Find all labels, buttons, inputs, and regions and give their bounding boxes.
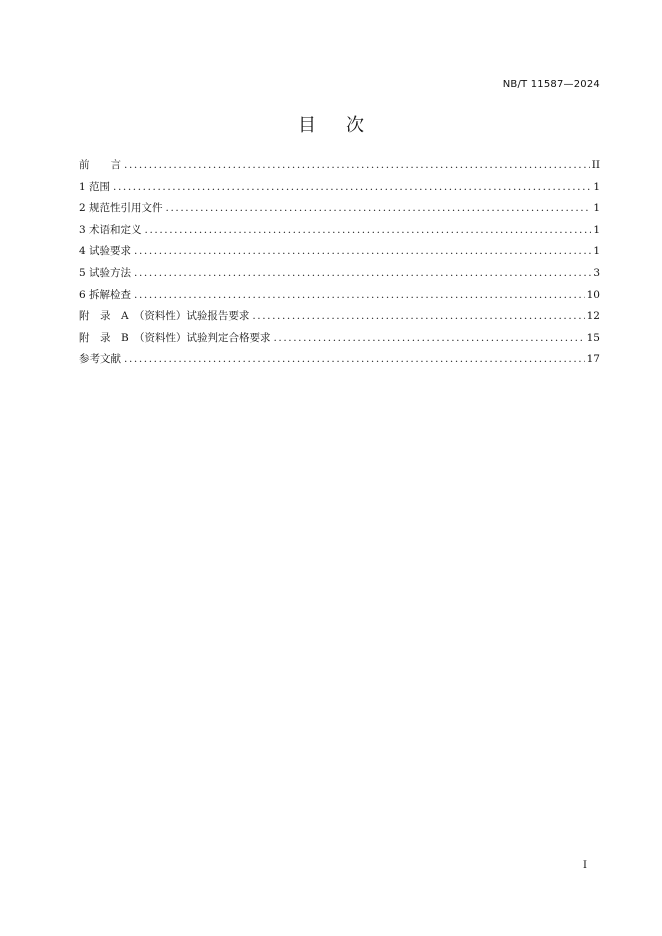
toc-entry-label: 前 言 (79, 159, 121, 171)
toc-entry-normative-references[interactable] (79, 200, 600, 222)
toc-entry-appendix-b[interactable] (79, 330, 600, 352)
toc-leader-dots (113, 181, 591, 193)
toc-entry-page: 1 (593, 223, 600, 236)
toc-entry-label: 6 拆解检查 (79, 288, 132, 301)
toc-entry-test-requirements[interactable] (79, 243, 600, 265)
toc-leader-dots (134, 245, 591, 257)
toc-entry-test-methods[interactable] (79, 265, 600, 287)
toc-leader-dots (252, 310, 584, 322)
table-of-contents (79, 157, 600, 373)
toc-entry-label: 参考文献 (79, 353, 121, 366)
toc-entry-page: 3 (593, 266, 600, 279)
toc-leader-dots (134, 267, 591, 279)
toc-entry-label: 3 术语和定义 (79, 223, 142, 236)
toc-entry-page: 15 (586, 331, 600, 344)
toc-entry-label: 5 试验方法 (79, 266, 132, 279)
toc-leader-dots (124, 353, 585, 365)
standard-code: NB/T 11587—2024 (502, 79, 600, 90)
toc-entry-label: 附 录 A （资料性）试验报告要求 (79, 310, 250, 323)
toc-entry-appendix-a[interactable] (79, 308, 600, 330)
toc-entry-terms-definitions[interactable] (79, 222, 600, 244)
toc-entry-label: 2 规范性引用文件 (79, 202, 163, 215)
toc-leader-dots (124, 159, 590, 171)
page-number: I (583, 860, 587, 871)
toc-entry-disassembly-inspection[interactable] (79, 287, 600, 309)
toc-entry-page: 12 (586, 310, 600, 323)
toc-leader-dots (273, 332, 584, 344)
toc-entry-page: 1 (593, 180, 600, 193)
toc-entry-label: 附 录 B （资料性）试验判定合格要求 (79, 331, 271, 344)
toc-leader-dots (166, 202, 592, 214)
toc-entry-label: 4 试验要求 (79, 245, 132, 258)
toc-leader-dots (145, 224, 592, 236)
toc-entry-scope[interactable] (79, 179, 600, 201)
toc-entry-page: 10 (586, 288, 600, 301)
toc-entry-bibliography[interactable] (79, 351, 600, 373)
toc-entry-page: 17 (586, 353, 600, 366)
toc-entry-page: 1 (593, 245, 600, 258)
toc-entry-page: II (591, 159, 600, 171)
page-title: 目次 (298, 115, 394, 136)
toc-entry-page: 1 (593, 202, 600, 215)
toc-entry-label: 1 范围 (79, 180, 111, 193)
toc-entry-foreword[interactable] (79, 157, 600, 179)
toc-leader-dots (134, 289, 585, 301)
